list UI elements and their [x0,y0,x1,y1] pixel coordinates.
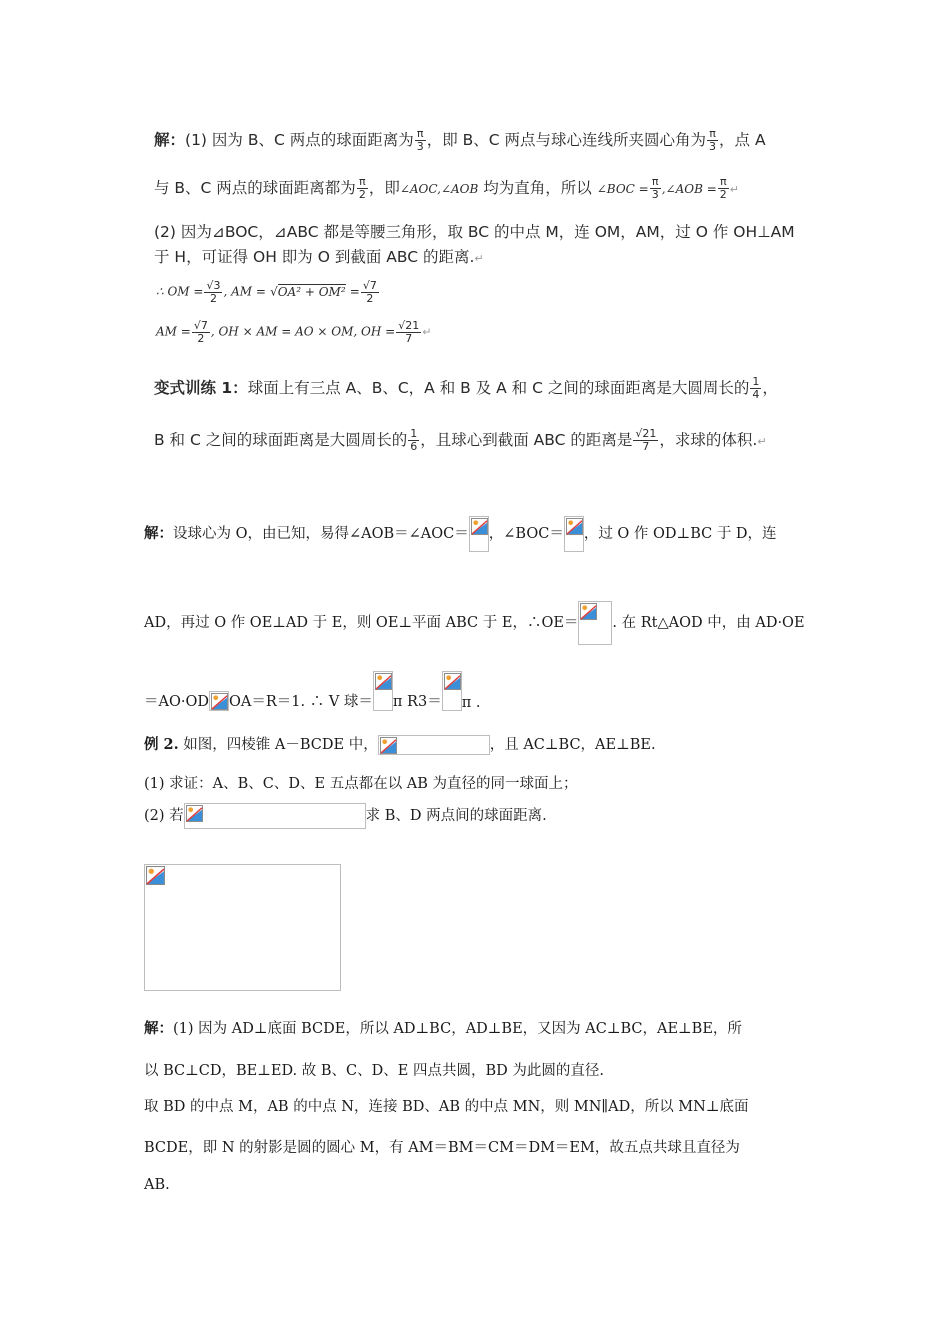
denominator: 2 [197,331,205,345]
solution-line-2 [144,601,805,645]
return-mark: ↵ [757,435,767,448]
text-run: ，点 A [719,131,766,149]
broken-image-icon [380,737,397,754]
text-run: π R3＝ [392,694,442,710]
solution-2-line-2: 以 BC⊥CD，BE⊥ED. 故 B、C、D、E 四点共圆，BD 为此圆的直径. [144,1063,604,1079]
solution-label: 解： [154,131,186,149]
broken-image-icon [186,805,203,822]
return-mark: ↵ [474,252,484,265]
text-run: ，过 O 作 OD⊥BC 于 D，连 [583,526,777,542]
return-mark: ↵ [422,325,432,339]
numerator: π [718,176,729,189]
denominator: 3 [651,188,659,201]
text-run: (1) 因为 AD⊥底面 BCDE，所以 AD⊥BC，AD⊥BE，又因为 AC⊥BC，AE⊥BE，所 [173,1021,742,1037]
text-run: (2) 若 [144,808,184,824]
broken-image-placeholder [378,735,490,755]
numerator: 1 [410,427,418,441]
broken-image-placeholder [564,516,584,552]
math-expression: AM = [156,324,191,339]
text-run: AD，再过 O 作 OE⊥AD 于 E，则 OE⊥平面 ABC 于 E，∴OE＝ [144,615,579,631]
solution-line-1 [144,516,777,552]
fraction [396,320,421,344]
numerator: √7 [362,279,377,292]
numerator: √3 [206,279,221,292]
scan-formula-1 [156,280,380,304]
text-run: 均为直角，所以 [483,179,592,197]
denominator: 7 [405,331,413,345]
solution-2-line-4: BCDE，即 N 的射影是圆的圆心 M，有 AM＝BM＝CM＝DM＝EM，故五点共球且直径为 [144,1140,740,1156]
fraction [361,280,379,304]
math-expression: ∠BOC = [596,182,649,196]
broken-image-icon [146,866,165,885]
text-run: ，即 [368,179,400,197]
fraction [633,428,658,452]
math-expression: ∠AOC,∠AOB [399,182,479,196]
numerator: π [415,128,426,141]
denominator: 2 [366,291,374,305]
numerator: √21 [635,427,657,441]
numerator: √7 [193,319,208,332]
text-run: 设球心为 O，由已知，易得∠AOB＝∠AOC＝ [173,526,469,542]
broken-image-icon [471,518,488,535]
broken-image-placeholder [578,601,612,645]
denominator: 2 [719,188,727,201]
text-run: 如图，四棱锥 A－BCDE 中， [178,737,378,753]
fraction [192,320,210,344]
denominator: 3 [416,140,424,153]
math-expression: = [349,284,360,299]
numerator: 1 [752,375,760,389]
broken-image-placeholder [373,671,393,711]
return-mark: ↵ [729,183,739,196]
numerator: π [357,176,368,189]
scan-line-2 [154,176,739,201]
question-1: (1) 求证：A、B、C、D、E 五点都在以 AB 为直径的同一球面上； [144,776,578,792]
text-run: ，求球的体积. [659,431,758,449]
text-run: π . [461,695,481,711]
broken-image-placeholder [469,516,489,552]
text-run: (1) 因为 B、C 两点的球面距离为 [185,131,414,149]
solution-label: 解： [144,525,173,542]
text-run: B 和 C 之间的球面距离是大圆周长的 [154,431,408,449]
solution-line-3 [144,671,480,711]
text-run: ，且 AC⊥BC，AE⊥BE. [489,737,656,753]
variant-label: 变式训练 1： [154,379,248,397]
fraction [204,280,222,304]
numerator: π [707,128,718,141]
solution-2-line-3: 取 BD 的中点 M，AB 的中点 N，连接 BD、AB 的中点 MN，则 MN∥AD，所以 MN⊥底面 [144,1099,749,1115]
scan-line-8 [154,428,767,453]
solution-label: 解： [144,1020,173,1037]
scan-line-3: (2) 因为⊿BOC，⊿ABC 都是等腰三角形，取 BC 的中点 M，连 OM，AM，过 O 作 OH⊥AM [154,223,795,241]
broken-image-icon [211,693,228,710]
scan-line-1 [154,128,766,153]
math-expression: , OH × AM = AO × OM, OH = [210,324,396,339]
scan-line-7 [154,376,778,401]
fraction [415,128,426,152]
example-label: 例 2. [144,736,179,753]
fraction [718,176,729,200]
text-run: OA＝R＝1. ∴ V 球＝ [228,694,373,710]
example-2-line [144,733,656,755]
radicand: OA² + OM² [277,284,346,299]
denominator: 6 [410,440,418,453]
broken-image-placeholder [442,671,462,711]
broken-image-icon [566,518,583,535]
text-run: ＝AO·OD [144,694,209,710]
fraction [650,176,661,200]
solution-2-line-1 [144,1017,742,1038]
text-run: . 在 Rt△AOD 中，由 AD·OE [612,615,805,631]
sqrt-expression: √OA² + OM² [270,284,346,299]
text-run: ，且球心到截面 ABC 的距离是 [420,431,633,449]
text-run: 球面上有三点 A、B、C，A 和 B 及 A 和 C 之间的球面距离是大圆周长的 [247,379,750,397]
denominator: 3 [709,140,717,153]
denominator: 2 [358,188,366,201]
solution-2-line-5: AB. [144,1177,170,1193]
text-run: 与 B、C 两点的球面距离都为 [154,179,356,197]
text-run: ，∠BOC＝ [488,526,564,542]
broken-image-placeholder [209,691,229,711]
math-expression: ,∠AOB = [661,182,717,196]
figure-placeholder [144,864,341,991]
fraction [357,176,368,200]
broken-image-icon [444,673,461,690]
broken-image-icon [375,673,392,690]
question-2 [144,803,547,829]
scan-line-4 [154,245,484,267]
math-expression: ∴ OM = [156,284,204,299]
fraction [750,376,761,400]
denominator: 4 [752,388,760,401]
denominator: 7 [642,440,650,453]
scan-formula-2 [156,320,431,344]
numerator: π [650,176,661,189]
text-run: 于 H，可证得 OH 即为 O 到截面 ABC 的距离. [154,248,475,266]
text-run: 求 B、D 两点间的球面距离. [365,808,547,824]
fraction [707,128,718,152]
numerator: √21 [398,319,420,332]
text-run: ， [762,379,778,397]
math-expression: , AM = [223,284,266,299]
denominator: 2 [209,291,217,305]
broken-image-placeholder [184,803,366,829]
broken-image-icon [580,603,597,620]
text-run: ，即 B、C 两点与球心连线所夹圆心角为 [426,131,707,149]
fraction [408,428,419,452]
